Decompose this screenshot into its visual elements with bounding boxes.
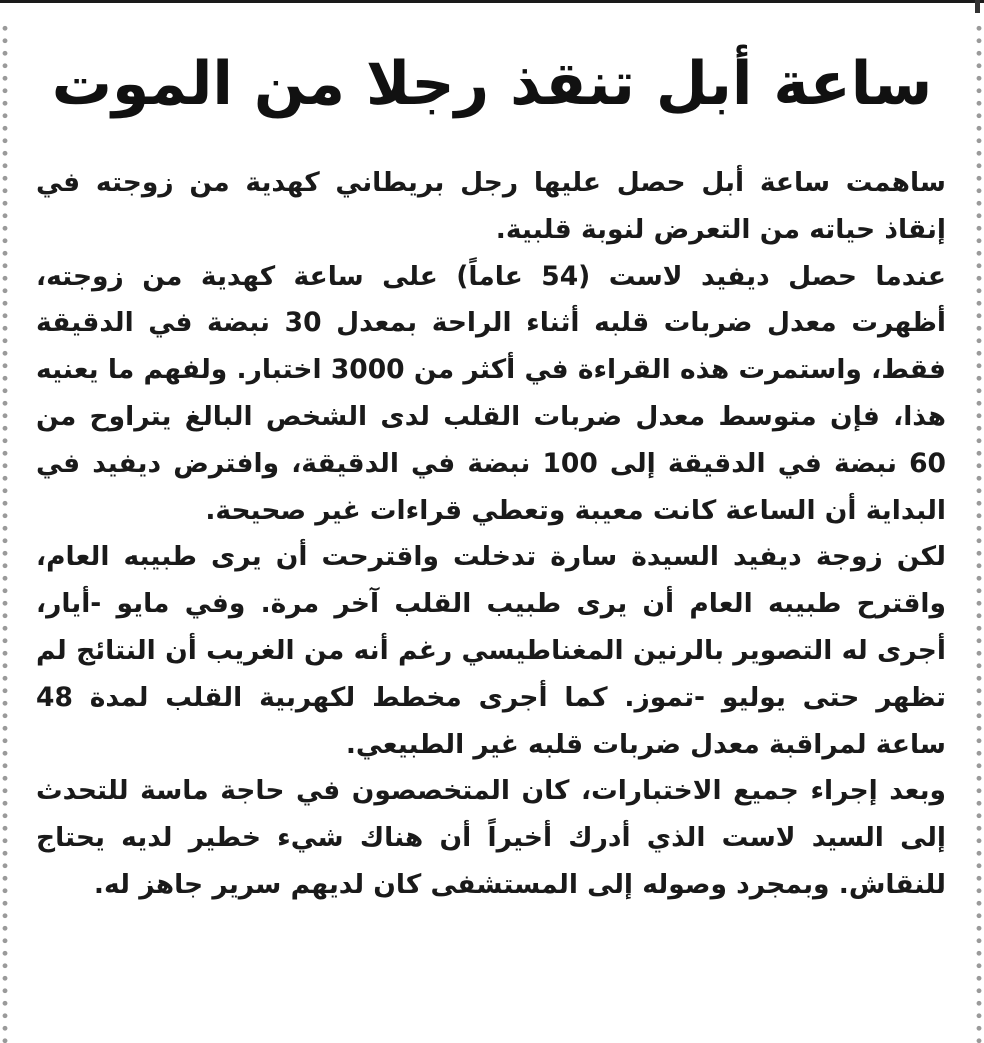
left-dotted-border [1, 22, 9, 1043]
article-paragraph-4: وبعد إجراء جميع الاختبارات، كان المتخصصون في حاجة ماسة للتحدث إلى السيد لاست الذي أدرك أخيراً أن هناك شيء خطير لديه يحتاج للنقاش. وبمجرد وصوله إلى المستشفى كان لديهم سرير جاهز له. [36, 775, 946, 900]
article-paragraph-3: لكن زوجة ديفيد السيدة سارة تدخلت واقترحت أن يرى طبيبه العام، واقترح طبيبه العام أن يرى طبيب القلب آخر مرة. وفي مايو -أيار، أجرى له التصوير بالرنين المغناطيسي رغم أنه من الغريب أن النتائج لم تظهر حتى يوليو -تموز. كما أجرى مخطط لكهربية القلب لمدة 48 ساعة لمراقبة معدل ضربات قلبه غير الطبيعي. [36, 541, 946, 760]
article-headline: ساعة أبل تنقذ رجلا من الموت [51, 49, 933, 119]
article-body [36, 160, 946, 909]
top-border-rule [0, 0, 984, 3]
corner-mark [975, 0, 980, 13]
article-paragraph-2: عندما حصل ديفيد لاست (54 عاماً) على ساعة كهدية من زوجته، أظهرت معدل ضربات قلبه أثناء الراحة بمعدل 30 نبضة في الدقيقة فقط، واستمرت هذه القراءة في أكثر من 3000 اختبار. ولفهم ما يعنيه هذا، فإن متوسط معدل ضربات القلب لدى الشخص البالغ يتراوح من 60 نبضة في الدقيقة إلى 100 نبضة في الدقيقة، وافترض ديفيد في البداية أن الساعة كانت معيبة وتعطي قراءات غير صحيحة. [36, 260, 947, 526]
article-paragraph-1: ساهمت ساعة أبل حصل عليها رجل بريطاني كهدية من زوجته في إنقاذ حياته من التعرض لنوبة قلبية. [36, 167, 946, 245]
right-dotted-border [975, 22, 983, 1043]
